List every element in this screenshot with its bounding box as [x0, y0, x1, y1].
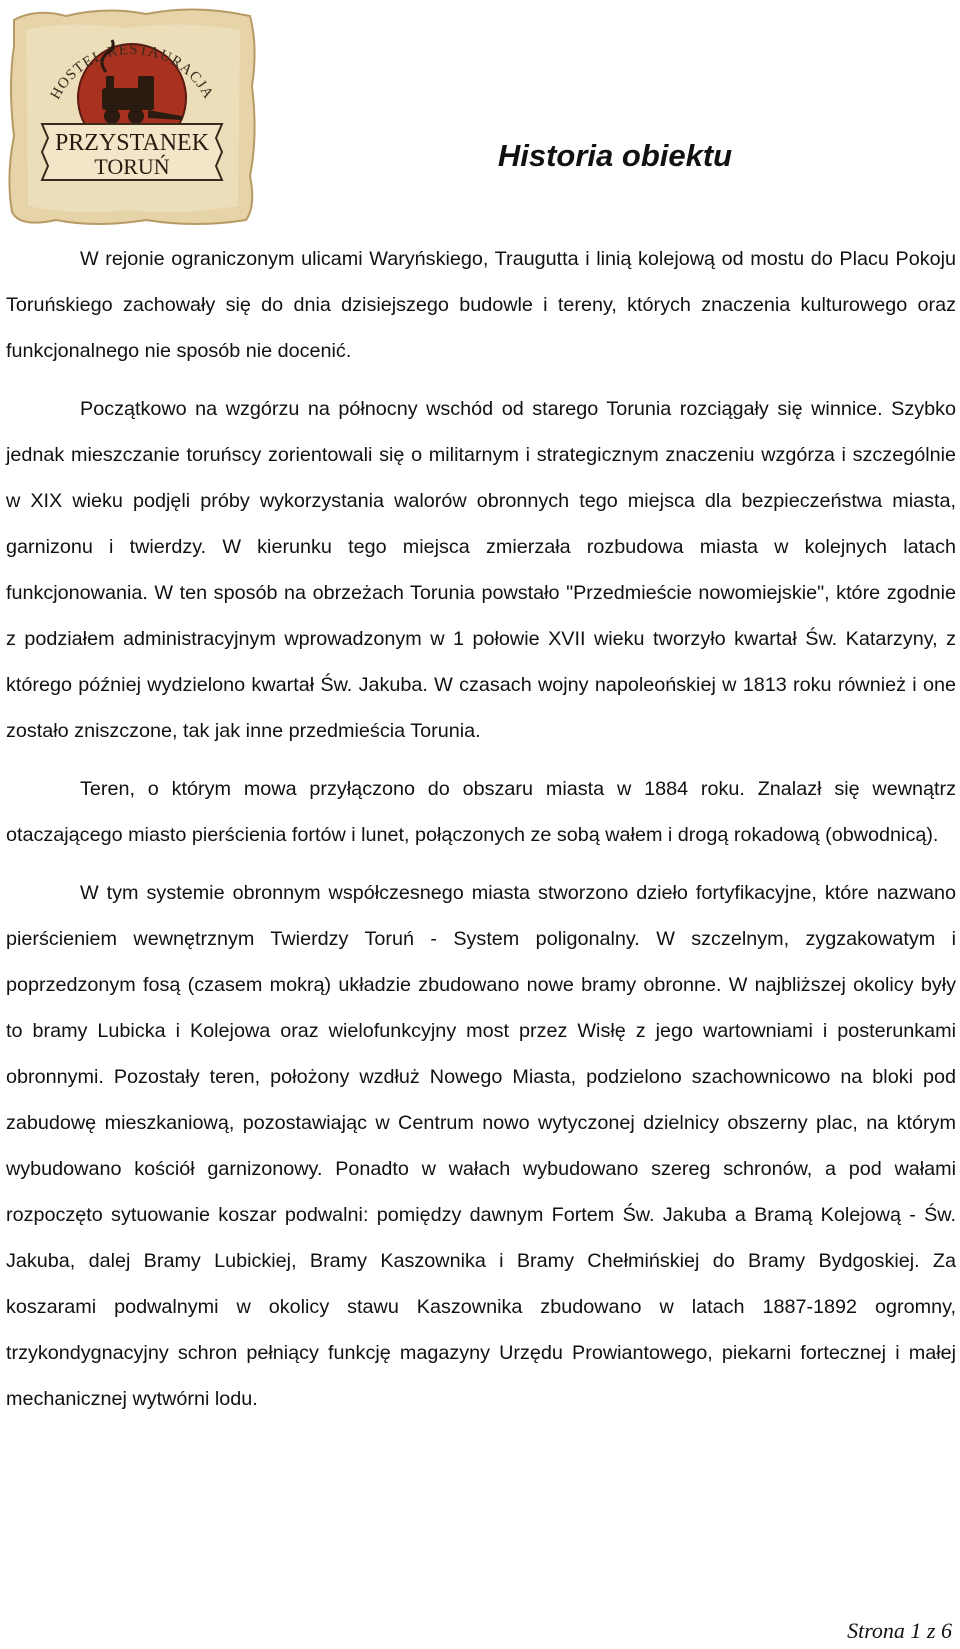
document-body	[6, 236, 956, 1434]
paragraph-1: W rejonie ograniczonym ulicami Waryńskiego, Traugutta i linią kolejową od mostu do Placu Pokoju Toruńskiego zachowały się do dnia dzisiejszego budowle i tereny, których znaczenia kulturowego oraz funkcjonalnego nie sposób nie docenić.	[6, 248, 956, 362]
logo-graphic	[6, 6, 258, 226]
paragraph-2: Początkowo na wzgórzu na północny wschód od starego Torunia rozciągały się winnice. Szybko jednak mieszczanie toruńscy zorientowali się o militarnym i strategicznym znaczeniu wzgórza i szczególnie w XIX wieku podjęli próby wykorzystania walorów obronnych tego miejsca dla bezpieczeństwa miasta, garnizonu i twierdzy. W kierunku tego miejsca zmierzała rozbudowa miasta w kolejnych latach funkcjonowania. W ten sposób na obrzeżach Torunia powstało "Przedmieście nowomiejskie", które zgodnie z podziałem administracyjnym wprowadzonym w 1 połowie XVII wieku tworzyło kwartał Św. Katarzyny, z którego później wydzielono kwartał Św. Jakuba. W czasach wojny napoleońskiej w 1813 roku również i one zostało zniszczone, tak jak inne przedmieścia Torunia.	[6, 398, 956, 742]
paragraph-3: Teren, o którym mowa przyłączono do obszaru miasta w 1884 roku. Znalazł się wewnątrz otaczającego miasto pierścienia fortów i lunet, połączonych ze sobą wałem i drogą rokadową (obwodnicą).	[6, 778, 956, 846]
page-number: Strona 1 z 6	[847, 1618, 952, 1643]
logo-text-line2: TORUŃ	[94, 154, 170, 179]
page-title: Historia obiektu	[497, 138, 733, 173]
logo-text-line1: PRZYSTANEK	[54, 130, 210, 156]
logo-arc-text: HOSTEL RESTAURACJA	[47, 41, 217, 103]
hostel-logo	[6, 6, 258, 226]
paragraph-4: W tym systemie obronnym współczesnego miasta stworzono dzieło fortyfikacyjne, które nazwano pierścieniem wewnętrznym Twierdzy Toruń - System poligonalny. W szczelnym, zygzakowatym i poprzedzonym fosą (czasem mokrą) układzie zbudowano nowe bramy obronne. W najbliższej okolicy były to bramy Lubicka i Kolejowa oraz wielofunkcyjny most przez Wisłę z jego wartowniami i posterunkami obronnymi. Pozostały teren, położony wzdłuż Nowego Miasta, podzielono szachownicowo na bloki pod zabudowę mieszkaniową, pozostawiając w Centrum nowo wytyczonej dzielnicy obszerny plac, na którym wybudowano kościół garnizonowy. Ponadto w wałach wybudowano szereg schronów, a pod wałami rozpoczęto sytuowanie koszar podwalni: pomiędzy dawnym Fortem Św. Jakuba a Bramą Kolejową - Św. Jakuba, dalej Bramy Lubickiej, Bramy Kaszownika i Bramy Chełmińskiej do Bramy Bydgoskiej. Za koszarami podwalnymi w okolicy stawu Kaszownika zbudowano w latach 1887-1892 ogromny, trzykondygnacyjny schron pełniący funkcję magazyny Urzędu Prowiantowego, piekarni fortecznej i małej mechanicznej wytwórni lodu.	[6, 882, 956, 1410]
